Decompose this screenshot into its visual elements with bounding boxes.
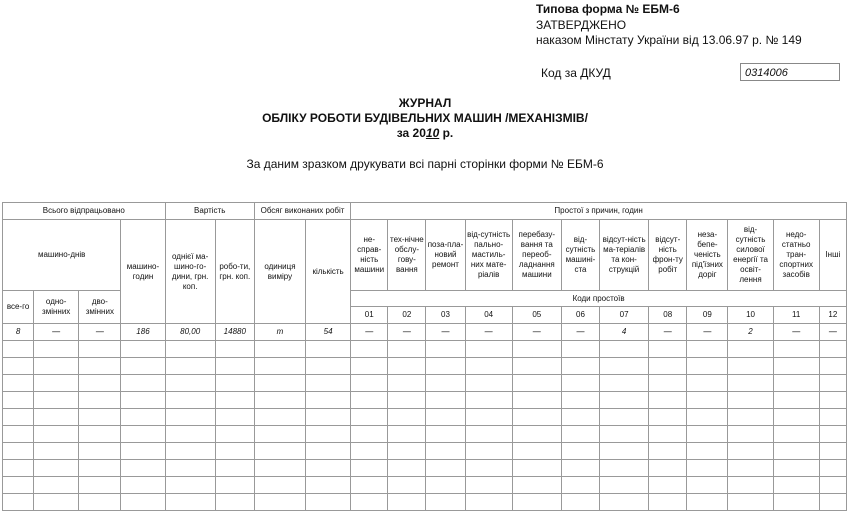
- empty-table-cell[interactable]: [34, 358, 79, 375]
- empty-table-cell[interactable]: [561, 375, 599, 392]
- idle-code: 10: [728, 307, 773, 324]
- idle-code: 11: [773, 307, 819, 324]
- empty-table-cell[interactable]: [561, 341, 599, 358]
- empty-table-cell[interactable]: [687, 460, 728, 477]
- empty-table-cell[interactable]: [819, 392, 846, 409]
- idle-reason: не-справ-ність машини: [351, 220, 388, 291]
- empty-table-cell[interactable]: [3, 392, 34, 409]
- empty-table-cell[interactable]: [728, 443, 773, 460]
- empty-table-cell[interactable]: [512, 426, 561, 443]
- idle-reason: відсут-ність фрон-ту робіт: [649, 220, 687, 291]
- empty-table-cell[interactable]: [819, 477, 846, 494]
- empty-table-cell[interactable]: [306, 460, 351, 477]
- empty-table-cell[interactable]: [121, 494, 165, 511]
- empty-table-cell[interactable]: [687, 443, 728, 460]
- empty-table-cell[interactable]: [215, 409, 254, 426]
- empty-table-cell[interactable]: [687, 494, 728, 511]
- empty-table-cell[interactable]: [3, 341, 34, 358]
- empty-table-cell[interactable]: [600, 477, 649, 494]
- empty-table-cell[interactable]: [215, 443, 254, 460]
- empty-table-cell[interactable]: [121, 375, 165, 392]
- empty-table-cell[interactable]: [561, 358, 599, 375]
- empty-table-cell[interactable]: [773, 409, 819, 426]
- empty-table-cell[interactable]: [426, 409, 465, 426]
- empty-table-cell[interactable]: [819, 494, 846, 511]
- empty-table-cell[interactable]: [388, 426, 426, 443]
- empty-table-cell[interactable]: [215, 460, 254, 477]
- empty-table-cell[interactable]: [79, 341, 121, 358]
- idle-reason: неза-бепе-ченість під'їзних доріг: [687, 220, 728, 291]
- empty-table-cell[interactable]: [165, 358, 215, 375]
- empty-table-cell[interactable]: [254, 392, 305, 409]
- empty-table-cell[interactable]: [512, 443, 561, 460]
- empty-table-cell[interactable]: [351, 477, 388, 494]
- empty-table-cell[interactable]: [728, 426, 773, 443]
- empty-table-cell[interactable]: [773, 494, 819, 511]
- empty-table-cell[interactable]: [79, 375, 121, 392]
- idle-code: 08: [649, 307, 687, 324]
- empty-table-cell[interactable]: [465, 341, 512, 358]
- table-cell[interactable]: —: [426, 324, 465, 341]
- empty-table-cell[interactable]: [306, 443, 351, 460]
- empty-table-cell[interactable]: [819, 341, 846, 358]
- idle-code: 06: [561, 307, 599, 324]
- empty-table-cell[interactable]: [388, 443, 426, 460]
- table-cell[interactable]: —: [819, 324, 846, 341]
- empty-table-cell[interactable]: [254, 358, 305, 375]
- empty-table-cell[interactable]: [773, 341, 819, 358]
- header-two-shift: дво-змінних: [79, 291, 121, 324]
- journal-table: [2, 202, 847, 511]
- empty-table-cell[interactable]: [388, 409, 426, 426]
- year-value[interactable]: 10: [425, 126, 440, 140]
- empty-table-cell[interactable]: [3, 494, 34, 511]
- table-cell[interactable]: —: [465, 324, 512, 341]
- empty-table-cell[interactable]: [165, 477, 215, 494]
- empty-table-cell[interactable]: [351, 443, 388, 460]
- idle-reason: перебазу-вання та переоб-ладнання машини: [512, 220, 561, 291]
- empty-table-cell[interactable]: [773, 375, 819, 392]
- empty-table-cell[interactable]: [728, 341, 773, 358]
- empty-table-cell[interactable]: [388, 494, 426, 511]
- empty-table-cell[interactable]: [649, 341, 687, 358]
- empty-table-cell[interactable]: [600, 426, 649, 443]
- empty-table-cell[interactable]: [165, 375, 215, 392]
- form-title: Типова форма № ЕБМ-6: [536, 2, 680, 16]
- empty-table-row: [3, 341, 847, 358]
- group-cost: Вартість: [165, 203, 254, 220]
- empty-table-cell[interactable]: [79, 477, 121, 494]
- empty-table-cell[interactable]: [306, 426, 351, 443]
- header-machine-hours: машино-годин: [121, 220, 165, 324]
- empty-table-row: [3, 358, 847, 375]
- table-cell[interactable]: —: [561, 324, 599, 341]
- empty-table-cell[interactable]: [687, 477, 728, 494]
- approved-label: ЗАТВЕРДЖЕНО: [536, 17, 627, 32]
- empty-table-cell[interactable]: [426, 460, 465, 477]
- empty-table-cell[interactable]: [728, 494, 773, 511]
- empty-table-cell[interactable]: [121, 460, 165, 477]
- empty-table-cell[interactable]: [512, 494, 561, 511]
- table-cell[interactable]: 80,00: [165, 324, 215, 341]
- empty-table-cell[interactable]: [306, 392, 351, 409]
- empty-table-cell[interactable]: [165, 341, 215, 358]
- empty-table-cell[interactable]: [773, 358, 819, 375]
- idle-reason: Інші: [819, 220, 846, 291]
- empty-table-cell[interactable]: [34, 477, 79, 494]
- empty-table-cell[interactable]: [728, 409, 773, 426]
- empty-table-cell[interactable]: [165, 426, 215, 443]
- empty-table-cell[interactable]: [687, 375, 728, 392]
- group-idle: Простої з причин, годин: [351, 203, 847, 220]
- empty-table-cell[interactable]: [426, 494, 465, 511]
- empty-table-cell[interactable]: [561, 443, 599, 460]
- empty-table-cell[interactable]: [121, 426, 165, 443]
- empty-table-cell[interactable]: [388, 375, 426, 392]
- table-cell[interactable]: 4: [600, 324, 649, 341]
- empty-table-cell[interactable]: [773, 477, 819, 494]
- empty-table-cell[interactable]: [561, 426, 599, 443]
- empty-table-cell[interactable]: [687, 358, 728, 375]
- empty-table-cell[interactable]: [165, 392, 215, 409]
- idle-code: 03: [426, 307, 465, 324]
- empty-table-cell[interactable]: [728, 460, 773, 477]
- idle-code: 02: [388, 307, 426, 324]
- empty-table-cell[interactable]: [388, 477, 426, 494]
- empty-table-cell[interactable]: [600, 494, 649, 511]
- empty-table-cell[interactable]: [600, 409, 649, 426]
- idle-reason: поза-пла-новий ремонт: [426, 220, 465, 291]
- empty-table-row: [3, 460, 847, 477]
- empty-table-cell[interactable]: [728, 392, 773, 409]
- empty-table-cell[interactable]: [561, 409, 599, 426]
- empty-table-cell[interactable]: [561, 494, 599, 511]
- table-cell[interactable]: —: [512, 324, 561, 341]
- empty-table-cell[interactable]: [3, 443, 34, 460]
- empty-table-cell[interactable]: [600, 358, 649, 375]
- table-cell[interactable]: 2: [728, 324, 773, 341]
- empty-table-row: [3, 392, 847, 409]
- empty-table-cell[interactable]: [121, 443, 165, 460]
- empty-table-row: [3, 477, 847, 494]
- form-header: [536, 2, 802, 49]
- empty-table-row: [3, 375, 847, 392]
- empty-table-cell[interactable]: [465, 409, 512, 426]
- empty-table-row: [3, 426, 847, 443]
- idle-code: 07: [600, 307, 649, 324]
- empty-table-cell[interactable]: [687, 409, 728, 426]
- header-cost-works: робо-ти, грн. коп.: [215, 220, 254, 324]
- empty-table-cell[interactable]: [215, 392, 254, 409]
- journal-year: [200, 126, 650, 141]
- idle-code: 05: [512, 307, 561, 324]
- empty-table-cell[interactable]: [465, 443, 512, 460]
- empty-table-cell[interactable]: [34, 494, 79, 511]
- table-cell[interactable]: —: [649, 324, 687, 341]
- empty-table-cell[interactable]: [254, 426, 305, 443]
- empty-table-cell[interactable]: [215, 494, 254, 511]
- empty-table-cell[interactable]: [465, 392, 512, 409]
- empty-table-cell[interactable]: [388, 358, 426, 375]
- header-cost-machine-hour: однієї ма-шино-го-дини, грн. коп.: [165, 220, 215, 324]
- idle-code: 09: [687, 307, 728, 324]
- table-row: [3, 324, 847, 341]
- dkud-code-field[interactable]: 0314006: [740, 63, 840, 81]
- empty-table-cell[interactable]: [254, 341, 305, 358]
- empty-table-cell[interactable]: [819, 358, 846, 375]
- empty-table-cell[interactable]: [649, 358, 687, 375]
- empty-table-cell[interactable]: [254, 460, 305, 477]
- empty-table-cell[interactable]: [773, 392, 819, 409]
- empty-table-cell[interactable]: [165, 443, 215, 460]
- table-cell[interactable]: m: [254, 324, 305, 341]
- empty-table-cell[interactable]: [649, 409, 687, 426]
- empty-table-cell[interactable]: [215, 477, 254, 494]
- empty-table-cell[interactable]: [254, 477, 305, 494]
- journal-title: ЖУРНАЛ: [398, 96, 452, 110]
- empty-table-cell[interactable]: [34, 426, 79, 443]
- empty-table-cell[interactable]: [728, 477, 773, 494]
- empty-table-cell[interactable]: [306, 494, 351, 511]
- empty-table-cell[interactable]: [388, 341, 426, 358]
- empty-table-cell[interactable]: [3, 477, 34, 494]
- empty-table-cell[interactable]: [165, 460, 215, 477]
- table-cell[interactable]: —: [34, 324, 79, 341]
- empty-table-cell[interactable]: [728, 358, 773, 375]
- idle-code: 01: [351, 307, 388, 324]
- empty-table-cell[interactable]: [465, 494, 512, 511]
- empty-table-cell[interactable]: [512, 392, 561, 409]
- empty-table-cell[interactable]: [79, 358, 121, 375]
- empty-table-row: [3, 443, 847, 460]
- empty-table-cell[interactable]: [254, 494, 305, 511]
- dkud-label: Код за ДКУД: [541, 66, 611, 80]
- empty-table-cell[interactable]: [351, 392, 388, 409]
- empty-table-row: [3, 409, 847, 426]
- table-cell[interactable]: —: [79, 324, 121, 341]
- empty-table-cell[interactable]: [649, 460, 687, 477]
- empty-table-cell[interactable]: [254, 443, 305, 460]
- empty-table-cell[interactable]: [121, 358, 165, 375]
- empty-table-cell[interactable]: [3, 409, 34, 426]
- empty-table-cell[interactable]: [600, 341, 649, 358]
- empty-table-cell[interactable]: [600, 460, 649, 477]
- empty-table-cell[interactable]: [254, 375, 305, 392]
- empty-table-cell[interactable]: [465, 426, 512, 443]
- empty-table-cell[interactable]: [306, 375, 351, 392]
- empty-table-cell[interactable]: [426, 392, 465, 409]
- table-cell[interactable]: —: [351, 324, 388, 341]
- order-text: наказом Мінстату України від 13.06.97 р. № 149: [536, 33, 802, 47]
- idle-reason: недо-статньо тран-спортних засобів: [773, 220, 819, 291]
- empty-table-cell[interactable]: [215, 426, 254, 443]
- empty-table-cell[interactable]: [773, 460, 819, 477]
- table-cell[interactable]: 186: [121, 324, 165, 341]
- empty-table-cell[interactable]: [512, 477, 561, 494]
- empty-table-cell[interactable]: [79, 443, 121, 460]
- empty-table-cell[interactable]: [600, 392, 649, 409]
- empty-table-cell[interactable]: [351, 375, 388, 392]
- empty-table-cell[interactable]: [649, 426, 687, 443]
- empty-table-cell[interactable]: [512, 358, 561, 375]
- empty-table-cell[interactable]: [79, 409, 121, 426]
- empty-table-cell[interactable]: [819, 443, 846, 460]
- empty-table-cell[interactable]: [649, 375, 687, 392]
- empty-table-row: [3, 494, 847, 511]
- header-machine-days: машино-днів: [3, 220, 121, 291]
- table-cell[interactable]: 8: [3, 324, 34, 341]
- idle-code: 12: [819, 307, 846, 324]
- year-prefix: за 20: [396, 126, 426, 140]
- empty-table-cell[interactable]: [649, 392, 687, 409]
- journal-subtitle: ОБЛІКУ РОБОТИ БУДІВЕЛЬНИХ МАШИН /МЕХАНІЗМІВ/: [262, 111, 588, 125]
- empty-table-cell[interactable]: [512, 375, 561, 392]
- empty-table-cell[interactable]: [306, 477, 351, 494]
- group-worked: Всього відпрацьовано: [3, 203, 166, 220]
- empty-table-cell[interactable]: [215, 358, 254, 375]
- year-suffix: р.: [439, 126, 454, 140]
- empty-table-cell[interactable]: [600, 375, 649, 392]
- print-note: За даним зразком друкувати всі парні сторінки форми № ЕБМ-6: [246, 157, 604, 171]
- empty-table-cell[interactable]: [687, 392, 728, 409]
- table-cell[interactable]: 14880: [215, 324, 254, 341]
- empty-table-cell[interactable]: [426, 477, 465, 494]
- empty-table-cell[interactable]: [34, 460, 79, 477]
- empty-table-cell[interactable]: [649, 477, 687, 494]
- empty-table-cell[interactable]: [34, 409, 79, 426]
- header-idle-codes: Коди простоїв: [351, 291, 847, 307]
- group-volume: Обсяг виконаних робіт: [254, 203, 350, 220]
- empty-table-cell[interactable]: [254, 409, 305, 426]
- empty-table-cell[interactable]: [819, 375, 846, 392]
- empty-table-cell[interactable]: [561, 392, 599, 409]
- empty-table-cell[interactable]: [34, 392, 79, 409]
- empty-table-cell[interactable]: [34, 375, 79, 392]
- empty-table-cell[interactable]: [306, 341, 351, 358]
- idle-reason: тех-нічне обслу-гову-вання: [388, 220, 426, 291]
- header-quantity: кількість: [306, 220, 351, 324]
- empty-table-cell[interactable]: [215, 341, 254, 358]
- empty-table-cell[interactable]: [426, 341, 465, 358]
- table-cell[interactable]: 54: [306, 324, 351, 341]
- empty-table-cell[interactable]: [773, 426, 819, 443]
- empty-table-cell[interactable]: [215, 375, 254, 392]
- empty-table-cell[interactable]: [512, 409, 561, 426]
- empty-table-cell[interactable]: [34, 341, 79, 358]
- empty-table-cell[interactable]: [3, 426, 34, 443]
- empty-table-cell[interactable]: [819, 460, 846, 477]
- empty-table-cell[interactable]: [649, 494, 687, 511]
- empty-table-cell[interactable]: [649, 443, 687, 460]
- header-one-shift: одно-змінних: [34, 291, 79, 324]
- empty-table-cell[interactable]: [121, 341, 165, 358]
- idle-code: 04: [465, 307, 512, 324]
- empty-table-cell[interactable]: [687, 426, 728, 443]
- empty-table-cell[interactable]: [600, 443, 649, 460]
- empty-table-cell[interactable]: [165, 494, 215, 511]
- empty-table-cell[interactable]: [465, 358, 512, 375]
- empty-table-cell[interactable]: [165, 409, 215, 426]
- empty-table-cell[interactable]: [388, 460, 426, 477]
- empty-table-cell[interactable]: [512, 341, 561, 358]
- empty-table-cell[interactable]: [819, 426, 846, 443]
- empty-table-cell[interactable]: [3, 358, 34, 375]
- empty-table-cell[interactable]: [512, 460, 561, 477]
- idle-reason: від-сутність пально-мастиль-них мате-ріалів: [465, 220, 512, 291]
- header-total: все-го: [3, 291, 34, 324]
- empty-table-cell[interactable]: [426, 358, 465, 375]
- header-unit: одиниця виміру: [254, 220, 305, 324]
- empty-table-cell[interactable]: [121, 409, 165, 426]
- blank-rows: [3, 341, 847, 511]
- empty-table-cell[interactable]: [426, 375, 465, 392]
- empty-table-cell[interactable]: [426, 426, 465, 443]
- table-cell[interactable]: —: [773, 324, 819, 341]
- empty-table-cell[interactable]: [351, 426, 388, 443]
- empty-table-cell[interactable]: [388, 392, 426, 409]
- empty-table-cell[interactable]: [426, 443, 465, 460]
- idle-reason: відсут-ність ма-теріалів та кон-струкцій: [600, 220, 649, 291]
- empty-table-cell[interactable]: [79, 494, 121, 511]
- empty-table-cell[interactable]: [121, 392, 165, 409]
- empty-table-cell[interactable]: [465, 375, 512, 392]
- empty-table-cell[interactable]: [465, 477, 512, 494]
- empty-table-cell[interactable]: [351, 460, 388, 477]
- empty-table-cell[interactable]: [306, 409, 351, 426]
- table-cell[interactable]: —: [388, 324, 426, 341]
- empty-table-cell[interactable]: [687, 341, 728, 358]
- empty-table-cell[interactable]: [561, 460, 599, 477]
- empty-table-cell[interactable]: [3, 375, 34, 392]
- empty-table-cell[interactable]: [79, 460, 121, 477]
- empty-table-cell[interactable]: [465, 460, 512, 477]
- empty-table-cell[interactable]: [79, 426, 121, 443]
- empty-table-cell[interactable]: [561, 477, 599, 494]
- empty-table-cell[interactable]: [351, 341, 388, 358]
- empty-table-cell[interactable]: [351, 358, 388, 375]
- idle-reason: від-сутність силової енергії та освіт-лення: [728, 220, 773, 291]
- empty-table-cell[interactable]: [819, 409, 846, 426]
- empty-table-cell[interactable]: [3, 460, 34, 477]
- idle-reason: від-сутність машині-ста: [561, 220, 599, 291]
- empty-table-cell[interactable]: [728, 375, 773, 392]
- empty-table-cell[interactable]: [121, 477, 165, 494]
- empty-table-cell[interactable]: [773, 443, 819, 460]
- empty-table-cell[interactable]: [306, 358, 351, 375]
- empty-table-cell[interactable]: [351, 494, 388, 511]
- empty-table-cell[interactable]: [351, 409, 388, 426]
- empty-table-cell[interactable]: [79, 392, 121, 409]
- empty-table-cell[interactable]: [34, 443, 79, 460]
- table-cell[interactable]: —: [687, 324, 728, 341]
